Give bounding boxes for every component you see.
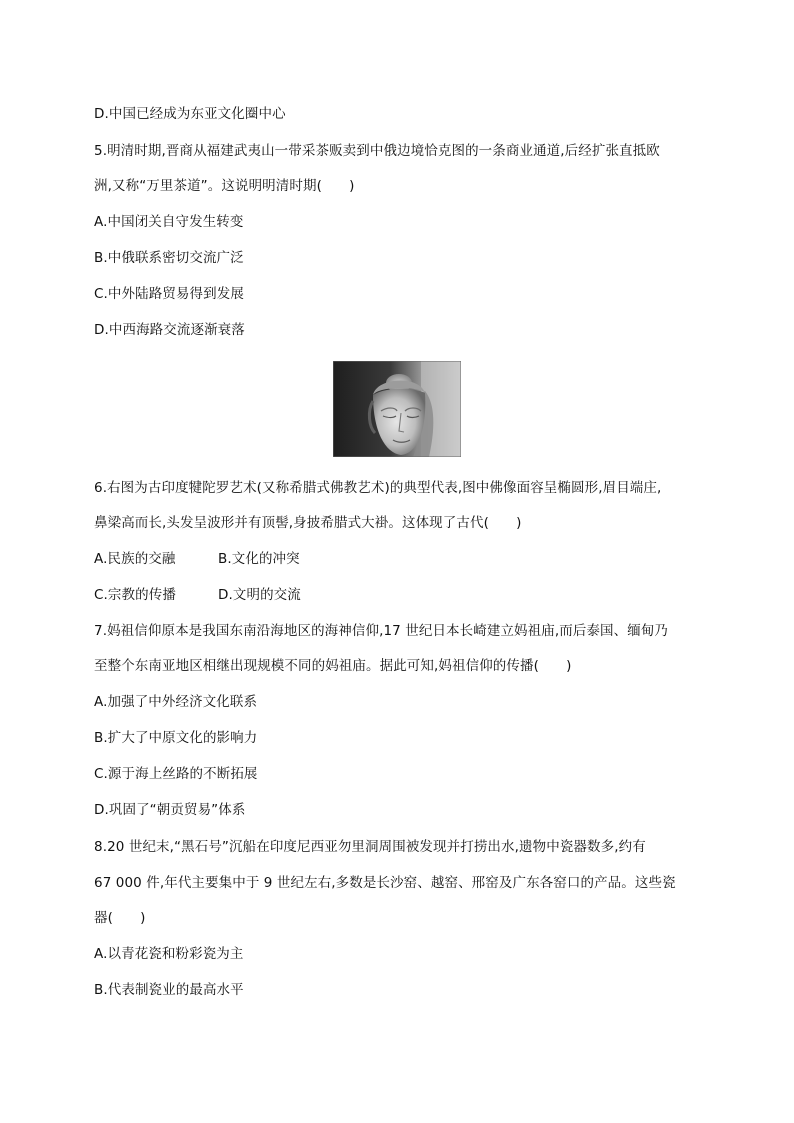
q5-option-c: C.中外陆路贸易得到发展 — [94, 286, 244, 302]
q6-option-d: D.文明的交流 — [218, 587, 301, 603]
q8-stem-line-3: 器( ) — [94, 910, 146, 926]
q8-option-a: A.以青花瓷和粉彩瓷为主 — [94, 946, 244, 962]
q7-stem-line-2: 至整个东南亚地区相继出现规模不同的妈祖庙。据此可知,妈祖信仰的传播( ) — [94, 658, 572, 674]
q7-option-b: B.扩大了中原文化的影响力 — [94, 730, 258, 746]
q7-stem-line-1: 7.妈祖信仰原本是我国东南沿海地区的海神信仰,17 世纪日本长崎建立妈祖庙,而后泰国、缅甸乃 — [94, 623, 669, 639]
q6-option-b: B.文化的冲突 — [218, 551, 300, 567]
q8-option-b: B.代表制瓷业的最高水平 — [94, 982, 244, 998]
q7-option-a: A.加强了中外经济文化联系 — [94, 694, 258, 710]
q5-option-a: A.中国闭关自守发生转变 — [94, 214, 244, 230]
q4-option-d: D.中国已经成为东亚文化圈中心 — [94, 106, 286, 122]
q6-option-row-2 — [94, 586, 301, 604]
q7-option-c: C.源于海上丝路的不断拓展 — [94, 766, 258, 782]
q5-stem-line-2: 洲,又称“万里茶道”。这说明明清时期( ) — [94, 178, 355, 194]
q5-option-d: D.中西海路交流逐渐衰落 — [94, 322, 245, 338]
q5-option-b: B.中俄联系密切交流广泛 — [94, 250, 244, 266]
q8-stem-line-1: 8.20 世纪末,“黑石号”沉船在印度尼西亚勿里洞周围被发现并打捞出水,遗物中瓷器数多,约有 — [94, 839, 646, 855]
q6-stem-line-1: 6.右图为古印度犍陀罗艺术(又称希腊式佛教艺术)的典型代表,图中佛像面容呈椭圆形,眉目端庄, — [94, 480, 662, 496]
q6-option-c: C.宗教的传播 — [94, 587, 176, 603]
q6-option-a: A.民族的交融 — [94, 551, 176, 567]
buddha-head-sculpture-icon — [333, 361, 461, 457]
q5-stem-line-1: 5.明清时期,晋商从福建武夷山一带采茶贩卖到中俄边境恰克图的一条商业通道,后经扩张直抵欧 — [94, 143, 660, 159]
q8-stem-line-2: 67 000 件,年代主要集中于 9 世纪左右,多数是长沙窑、越窑、邢窑及广东各窑口的产品。这些瓷 — [94, 875, 676, 891]
q7-option-d: D.巩固了“朝贡贸易”体系 — [94, 802, 246, 818]
q6-stem-line-2: 鼻梁高而长,头发呈波形并有顶髻,身披希腊式大褂。这体现了古代( ) — [94, 515, 522, 531]
q6-option-row-1 — [94, 550, 300, 568]
